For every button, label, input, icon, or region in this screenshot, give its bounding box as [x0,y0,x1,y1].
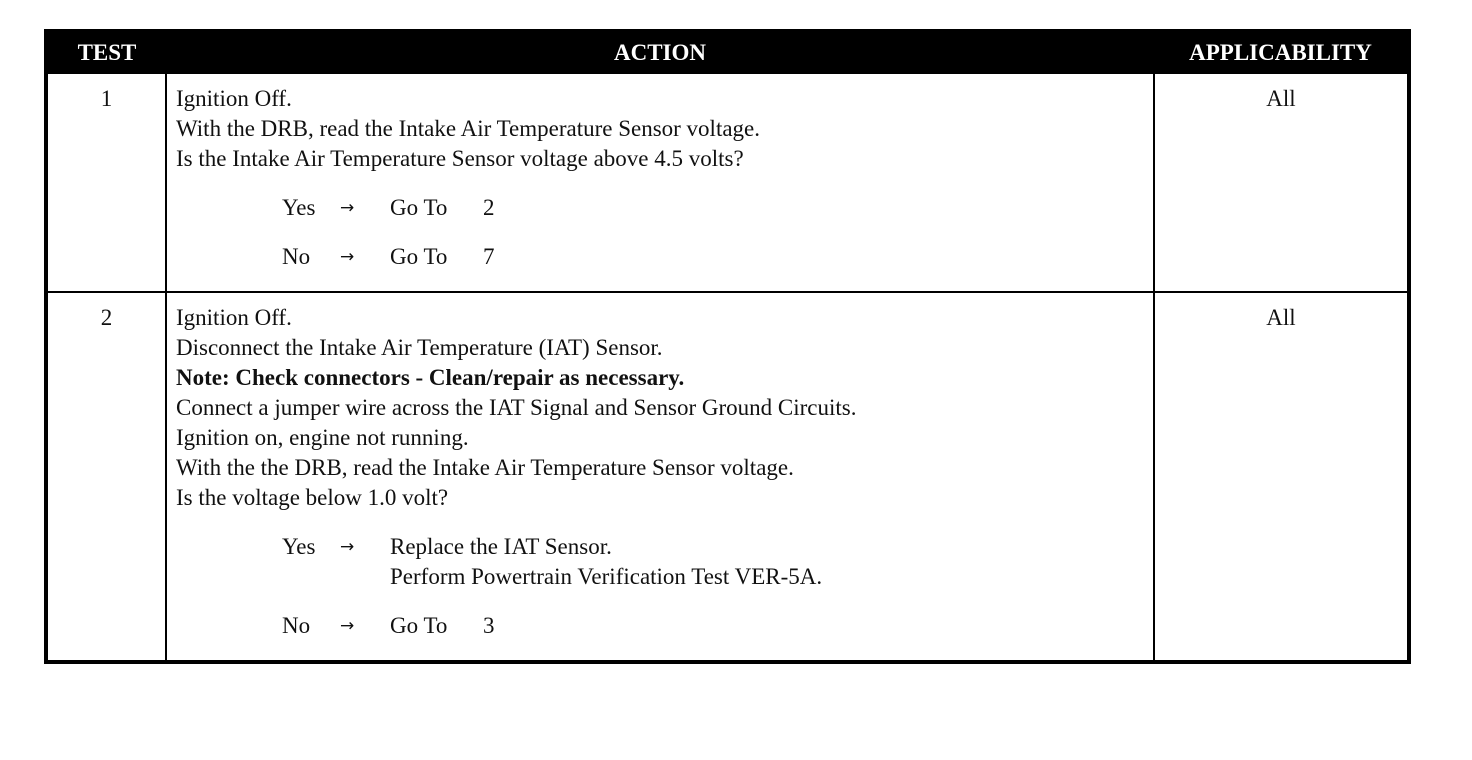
action-cell [166,292,1154,662]
yes-label: Yes [282,195,316,220]
branch-result [390,611,1145,641]
arrow-right-icon: → [340,537,355,557]
branch-result [390,532,1145,592]
yes-branch [282,532,1145,592]
result-line: Perform Powertrain Verification Test VER-5A. [390,564,823,589]
arrow-right-icon: → [340,247,355,267]
test-number: 2 [46,292,166,662]
decision-branches [176,532,1145,641]
yes-branch [282,193,1145,223]
action-line: Ignition on, engine not running. [176,425,469,450]
header-applicability: APPLICABILITY [1154,31,1409,73]
action-line: Ignition Off. [176,86,292,111]
goto-step: 3 [483,613,495,638]
test-number: 1 [46,73,166,292]
goto-label: Go To [390,244,448,269]
result-line: Replace the IAT Sensor. [390,534,612,559]
branch-result [390,193,1145,223]
arrow-right-icon: → [340,616,355,636]
no-label: No [282,613,311,638]
applicability-value: All [1154,73,1409,292]
yes-label: Yes [282,534,316,559]
action-cell [166,73,1154,292]
goto-step: 2 [483,195,495,220]
table-row [46,73,1409,292]
applicability-value: All [1154,292,1409,662]
action-line: Is the Intake Air Temperature Sensor voltage above 4.5 volts? [176,146,744,171]
branch-result [390,242,1145,272]
note-line: Note: Check connectors - Clean/repair as necessary. [176,365,685,390]
no-branch [282,242,1145,272]
diagnostic-test-table [44,29,1411,664]
header-action: ACTION [166,31,1154,73]
action-line: With the the DRB, read the Intake Air Temperature Sensor voltage. [176,455,794,480]
table-row [46,292,1409,662]
goto-label: Go To [390,613,448,638]
action-line: Is the voltage below 1.0 volt? [176,485,449,510]
action-line: With the DRB, read the Intake Air Temperature Sensor voltage. [176,116,761,141]
action-line: Connect a jumper wire across the IAT Signal and Sensor Ground Circuits. [176,395,857,420]
action-line: Ignition Off. [176,305,292,330]
arrow-right-icon: → [340,198,355,218]
no-label: No [282,244,311,269]
action-line: Disconnect the Intake Air Temperature (IAT) Sensor. [176,335,663,360]
table-header-row [46,31,1409,73]
goto-label: Go To [390,195,448,220]
decision-branches [176,193,1145,272]
header-test: TEST [46,31,166,73]
goto-step: 7 [483,244,495,269]
no-branch [282,611,1145,641]
